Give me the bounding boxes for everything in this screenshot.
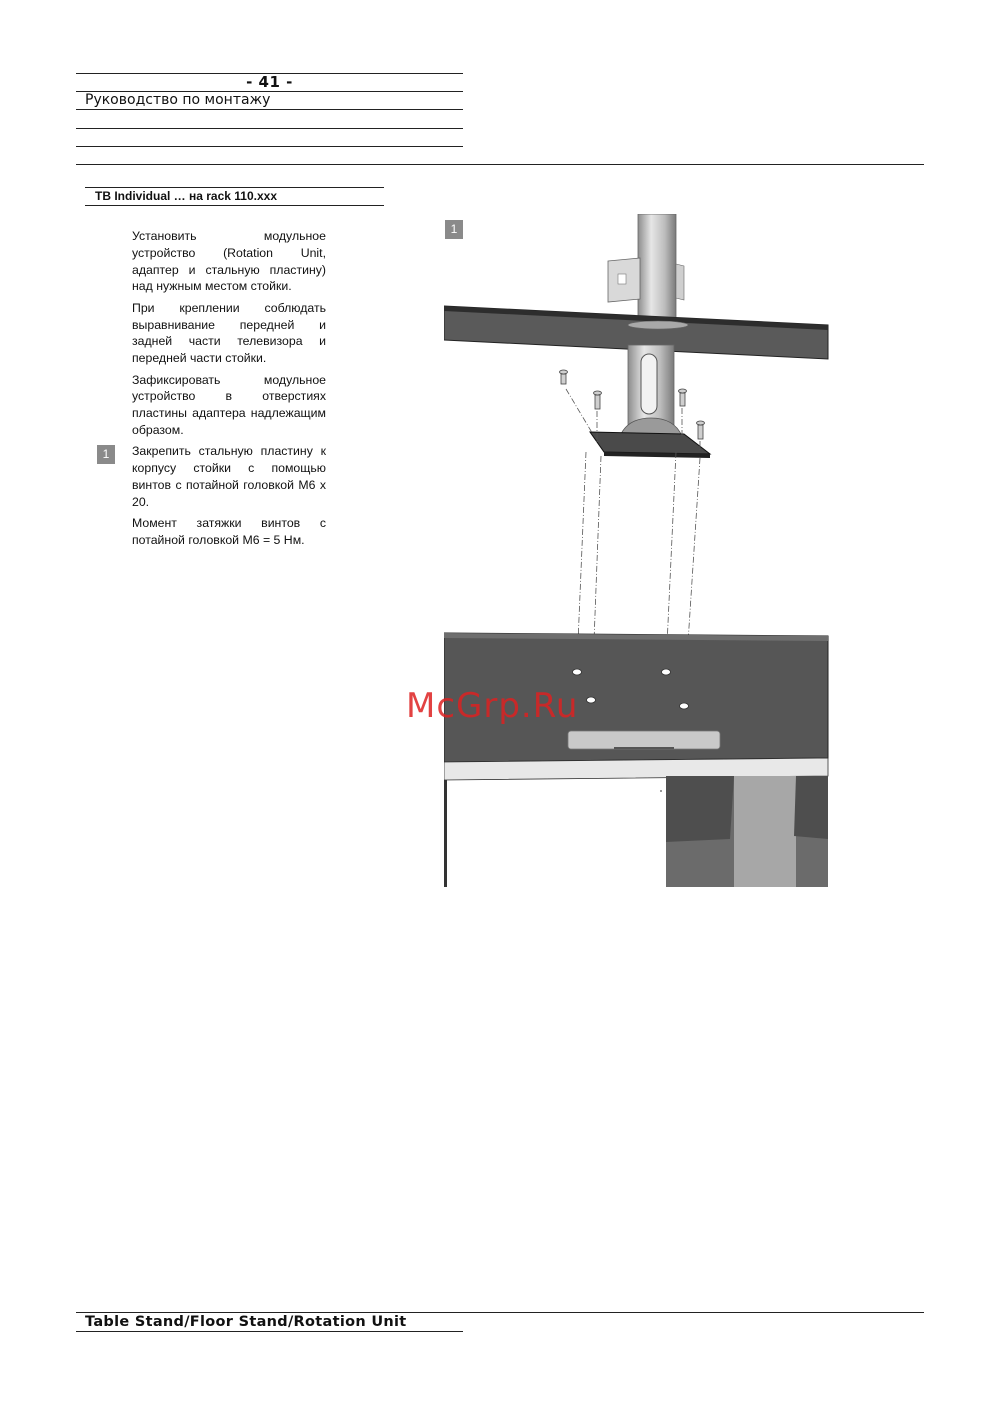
steel-plate xyxy=(590,432,710,454)
header-rule-5 xyxy=(76,146,463,147)
instructions xyxy=(132,228,326,553)
figure-step-badge: 1 xyxy=(445,220,463,239)
footer-rule-bottom xyxy=(76,1331,463,1332)
watermark: McGrp.Ru xyxy=(406,686,579,726)
assembly-illustration xyxy=(444,214,830,887)
instruction-paragraph-1: Установить модульное устройство (Rotation Unit, адаптер и стальную пластину) над нужным местом стойки. xyxy=(132,229,326,294)
page-number: - 41 - xyxy=(246,73,293,91)
screw-2 xyxy=(594,391,602,409)
section-rule-bottom xyxy=(85,205,384,206)
footer-title: Table Stand/Floor Stand/Rotation Unit xyxy=(85,1314,407,1330)
instruction-paragraph-4: Закрепить стальную пластину к корпусу стойки с помощью винтов с потайной головкой M6 x 20. xyxy=(132,444,326,509)
instruction-paragraph-2: При креплении соблюдать выравнивание передней и задней части телевизора и передней части стойки. xyxy=(132,300,326,366)
document-subtitle: Руководство по монтажу xyxy=(85,92,271,108)
header-rule-full xyxy=(76,164,924,165)
step-badge-text: 1 xyxy=(97,445,115,464)
header-rule-3 xyxy=(76,109,463,110)
section-title: TB Individual … на rack 110.xxx xyxy=(95,189,277,203)
screw-1 xyxy=(560,370,568,384)
assembly-figure xyxy=(444,214,830,887)
screw-3 xyxy=(679,389,687,406)
header-rule-4 xyxy=(76,128,463,129)
upper-pole xyxy=(638,214,676,324)
instruction-paragraph-5: Момент затяжки винтов с потайной головкой M6 = 5 Нм. xyxy=(132,516,326,547)
footer-rule-full xyxy=(76,1312,924,1313)
screw-4 xyxy=(697,421,705,439)
instruction-paragraph-3: Зафиксировать модульное устройство в отверстиях пластины адаптера надлежащим образом. xyxy=(132,372,326,437)
section-rule-top xyxy=(85,187,384,188)
rack-cable-slot xyxy=(568,731,720,749)
